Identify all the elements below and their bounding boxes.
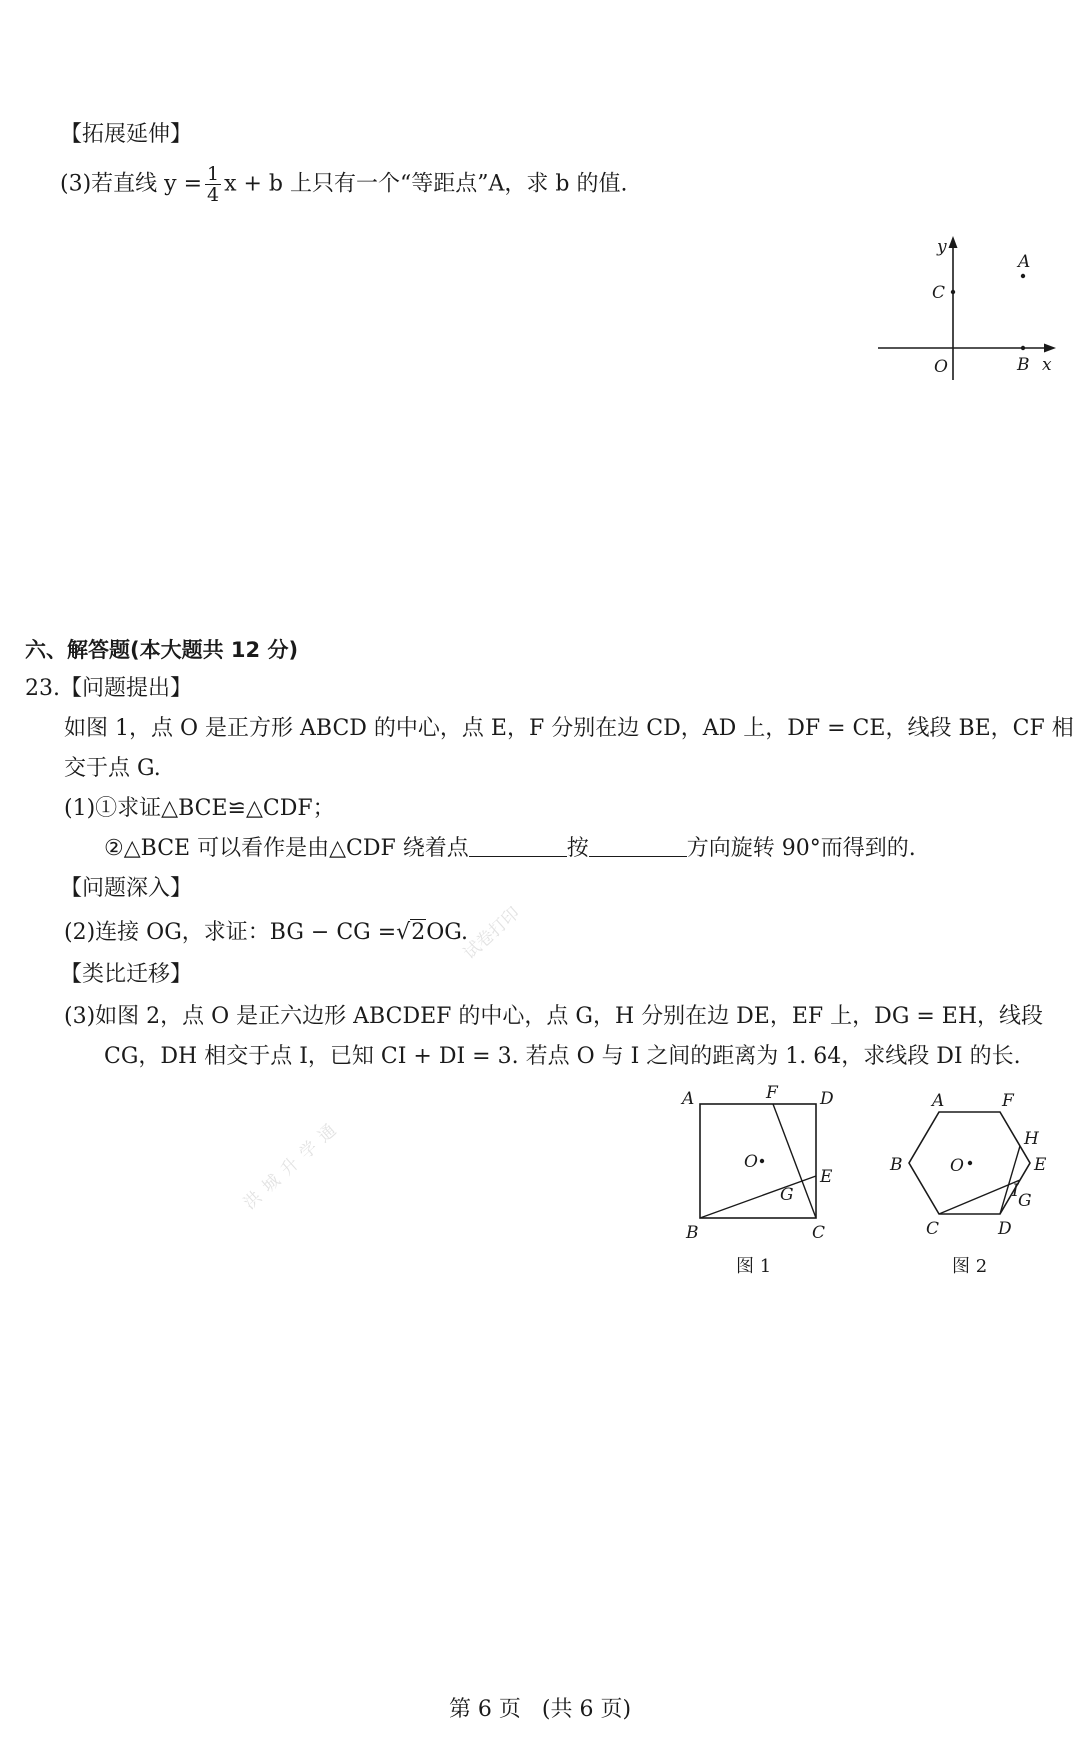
label-x: x (1042, 355, 1052, 375)
x-axis-arrow-icon (1044, 344, 1056, 353)
q23-part-2 (64, 918, 468, 948)
page-footer (0, 1695, 1080, 1725)
fig2-label-i: I (1012, 1181, 1019, 1201)
center-o (760, 1159, 764, 1163)
fig1-caption: 图 1 (736, 1256, 772, 1277)
watermark-main: 洪城升学通 (239, 1115, 347, 1214)
fig1-label-g: G (780, 1185, 794, 1205)
fig2-caption: 图 2 (952, 1256, 988, 1277)
answer-blank-point[interactable] (469, 836, 567, 857)
fig2-label-h: H (1024, 1129, 1039, 1149)
center-o (968, 1161, 972, 1165)
question-23-number: 23. (25, 676, 60, 701)
answer-blank-direction[interactable] (589, 836, 687, 857)
label-origin: O (934, 357, 948, 377)
fig1-label-o: O (744, 1152, 758, 1172)
p2-text-a: (2)连接 OG，求证：BG − CG = (64, 920, 397, 945)
fraction-one-quarter (205, 164, 221, 205)
fig2-label-c: C (926, 1219, 940, 1239)
fig1-label-f: F (766, 1083, 778, 1103)
q23-intro-line-1: 如图 1，点 O 是正方形 ABCD 的中心，点 E，F 分别在边 CD，AD 上，DF = CE，线段 BE，CF 相 (64, 716, 1074, 741)
segment-be (700, 1176, 816, 1218)
label-y: y (937, 237, 947, 257)
section-6-title: 六、解答题(本大题共 12 分) (25, 638, 299, 662)
q23-intro-line-2: 交于点 G. (64, 756, 161, 781)
footer-page-number: 第 6 页 (448, 1697, 521, 1722)
q23-heading-problem: 【问题提出】 (60, 676, 193, 701)
q23-part-3-line-2: CG，DH 相交于点 I，已知 CI + DI = 3. 若点 O 与 I 之间的距离为 1. 64，求线段 DI 的长. (104, 1044, 1021, 1069)
p2-text-b: OG. (426, 920, 469, 945)
q23-part-3-line-1: (3)如图 2，点 O 是正六边形 ABCDEF 的中心，点 G，H 分别在边 DE，EF 上，DG = EH，线段 (64, 1004, 1044, 1029)
footer-total-pages: (共 6 页) (541, 1697, 632, 1722)
fig2-label-b: B (890, 1155, 903, 1175)
square-abcd (700, 1104, 816, 1218)
y-axis-arrow-icon (949, 236, 958, 248)
q3-prefix: (3)若直线 y = (60, 171, 203, 197)
point-c (951, 290, 955, 294)
p1-2-text-a: ②△BCE 可以看作是由△CDF 绕着点 (104, 836, 469, 861)
fig1-label-e: E (820, 1167, 833, 1187)
fig2-label-d: D (998, 1219, 1012, 1239)
p1-2-text-b: 按 (566, 836, 589, 861)
fig1-label-a: A (682, 1089, 695, 1109)
q23-part-1-1: (1)①求证△BCE≌△CDF； (64, 796, 335, 821)
label-c: C (932, 283, 946, 303)
fig1-label-d: D (820, 1089, 834, 1109)
fig2-label-f: F (1002, 1091, 1014, 1111)
figure-1-square (670, 1082, 850, 1282)
p1-2-text-c: 方向旋转 90°而得到的. (686, 836, 916, 861)
fig2-label-e: E (1034, 1155, 1047, 1175)
figure-axes (870, 230, 1070, 390)
fig2-label-a: A (932, 1091, 945, 1111)
q23-heading-analogy: 【类比迁移】 (60, 962, 193, 987)
radical-sign-icon: √ (396, 920, 411, 945)
figure-2-hexagon (882, 1082, 1062, 1282)
fraction-numerator: 1 (207, 163, 220, 185)
radicand: 2 (411, 920, 426, 945)
sqrt-two (396, 918, 426, 948)
fig2-label-o: O (950, 1156, 964, 1176)
fig1-label-c: C (812, 1223, 826, 1243)
point-a (1021, 274, 1025, 278)
fig2-label-g: G (1018, 1191, 1032, 1211)
question-3-extend (60, 164, 627, 205)
section-extend-heading: 【拓展延伸】 (60, 122, 193, 147)
q3-suffix: x + b 上只有一个“等距点”A，求 b 的值. (224, 171, 628, 197)
watermark-sub: 试卷打印 (459, 903, 524, 964)
q23-part-1-2 (104, 834, 916, 864)
label-a: A (1018, 252, 1031, 272)
point-b (1021, 346, 1025, 350)
fig1-label-b: B (686, 1223, 699, 1243)
segment-dh (1000, 1146, 1020, 1214)
fraction-denominator: 4 (207, 184, 220, 206)
label-b: B (1017, 355, 1030, 375)
q23-heading-deepen: 【问题深入】 (60, 876, 193, 901)
